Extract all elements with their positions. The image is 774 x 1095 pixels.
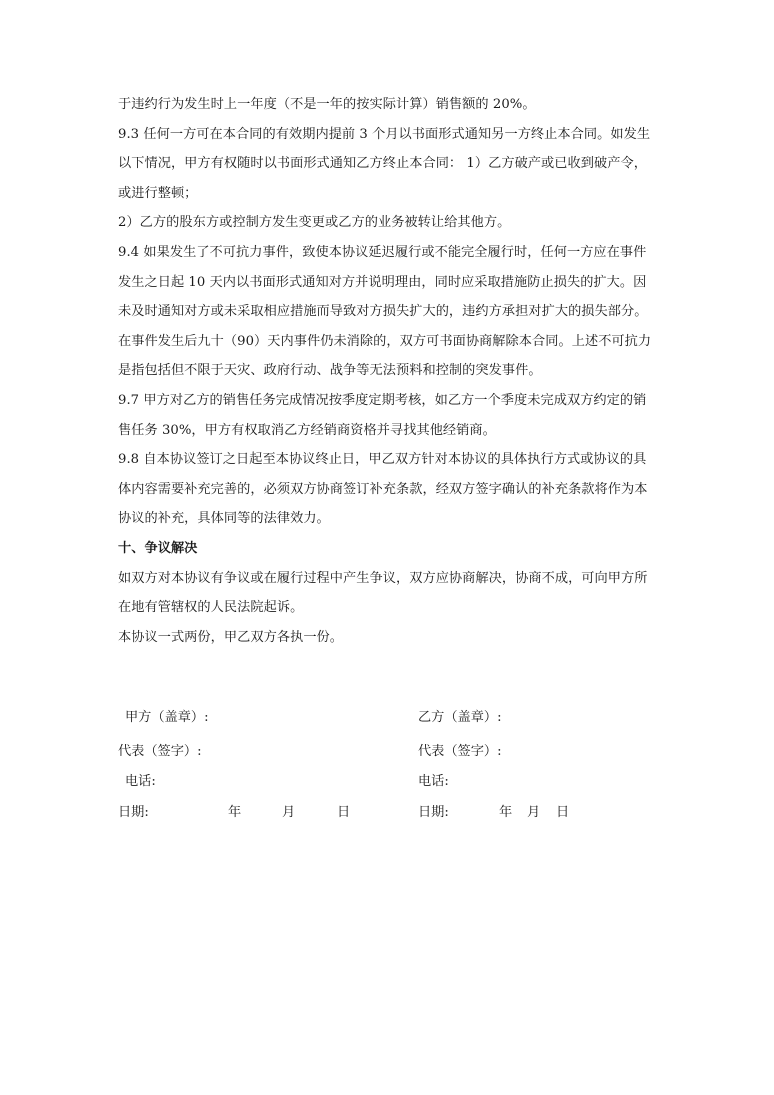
clause-9-7-line: 9.7 甲方对乙方的销售任务完成情况按季度定期考核，如乙方一个季度未完成双方约定的销 [118,392,647,408]
text-line: 售任务 30%，甲方有权取消乙方经销商资格并寻找其他经销商。 [118,422,496,438]
text-line: 发生之日起 10 天内以书面形式通知对方并说明理由，同时应采取措施防止损失的扩大。因 [118,274,647,290]
text-line: 协议的补充，具体同等的法律效力。 [118,511,330,527]
party-a-day-label: 日 [337,805,351,820]
party-a-seal-label: 甲方（盖章）: [125,710,209,725]
party-b-rep-label: 代表（签字）: [418,744,502,759]
section-heading-dispute: 十、争议解决 [118,540,198,556]
signature-block [0,706,774,826]
party-b-seal-label: 乙方（盖章）: [418,710,502,725]
party-a-year-label: 年 [228,805,242,820]
clause-9-3-line: 9.3 任何一方可在本合同的有效期内提前 3 个月以书面形式通知另一方终止本合同。如发生 [118,126,651,142]
clause-9-8-line: 9.8 自本协议签订之日起至本协议终止日，甲乙双方针对本协议的具体执行方式或协议的具 [118,452,647,468]
text-line: 于违约行为发生时上一年度（不是一年的按实际计算）销售额的 20%。 [118,97,536,112]
party-b-phone-label: 电话: [418,774,449,789]
party-b-day-label: 日 [556,805,570,820]
party-a-rep-label: 代表（签字）: [118,744,202,759]
document-body [118,90,663,652]
text-line: 未及时通知对方或未采取相应措施而导致对方损失扩大的，违约方承担对扩大的损失部分。 [118,304,648,320]
text-line: 在地有管辖权的人民法院起诉。 [118,600,304,616]
text-line: 或进行整顿； [118,185,198,201]
party-b-year-label: 年 [499,805,513,820]
text-line: 2）乙方的股东方或控制方发生变更或乙方的业务被转让给其他方。 [118,215,511,231]
text-line: 本协议一式两份，甲乙双方各执一份。 [118,629,344,645]
text-line: 如双方对本协议有争议或在履行过程中产生争议，双方应协商解决，协商不成，可向甲方所 [118,570,648,586]
text-line: 是指包括但不限于天灾、政府行动、战争等无法预料和控制的突发事件。 [118,363,542,379]
party-a-month-label: 月 [282,805,296,820]
party-a-date-label: 日期: [118,805,149,820]
party-b-date-label: 日期: [418,805,449,820]
party-b-month-label: 月 [527,805,541,820]
text-line: 在事件发生后九十（90）天内事件仍未消除的，双方可书面协商解除本合同。上述不可抗力 [118,333,652,349]
clause-9-4-line: 9.4 如果发生了不可抗力事件，致使本协议延迟履行或不能完全履行时，任何一方应在事件 [118,244,647,260]
text-line: 以下情况，甲方有权随时以书面形式通知乙方终止本合同： 1）乙方破产或已收到破产令， [118,156,647,172]
text-line: 体内容需要补充完善的，必须双方协商签订补充条款，经双方签字确认的补充条款将作为本 [118,481,648,497]
party-a-phone-label: 电话: [125,774,156,789]
